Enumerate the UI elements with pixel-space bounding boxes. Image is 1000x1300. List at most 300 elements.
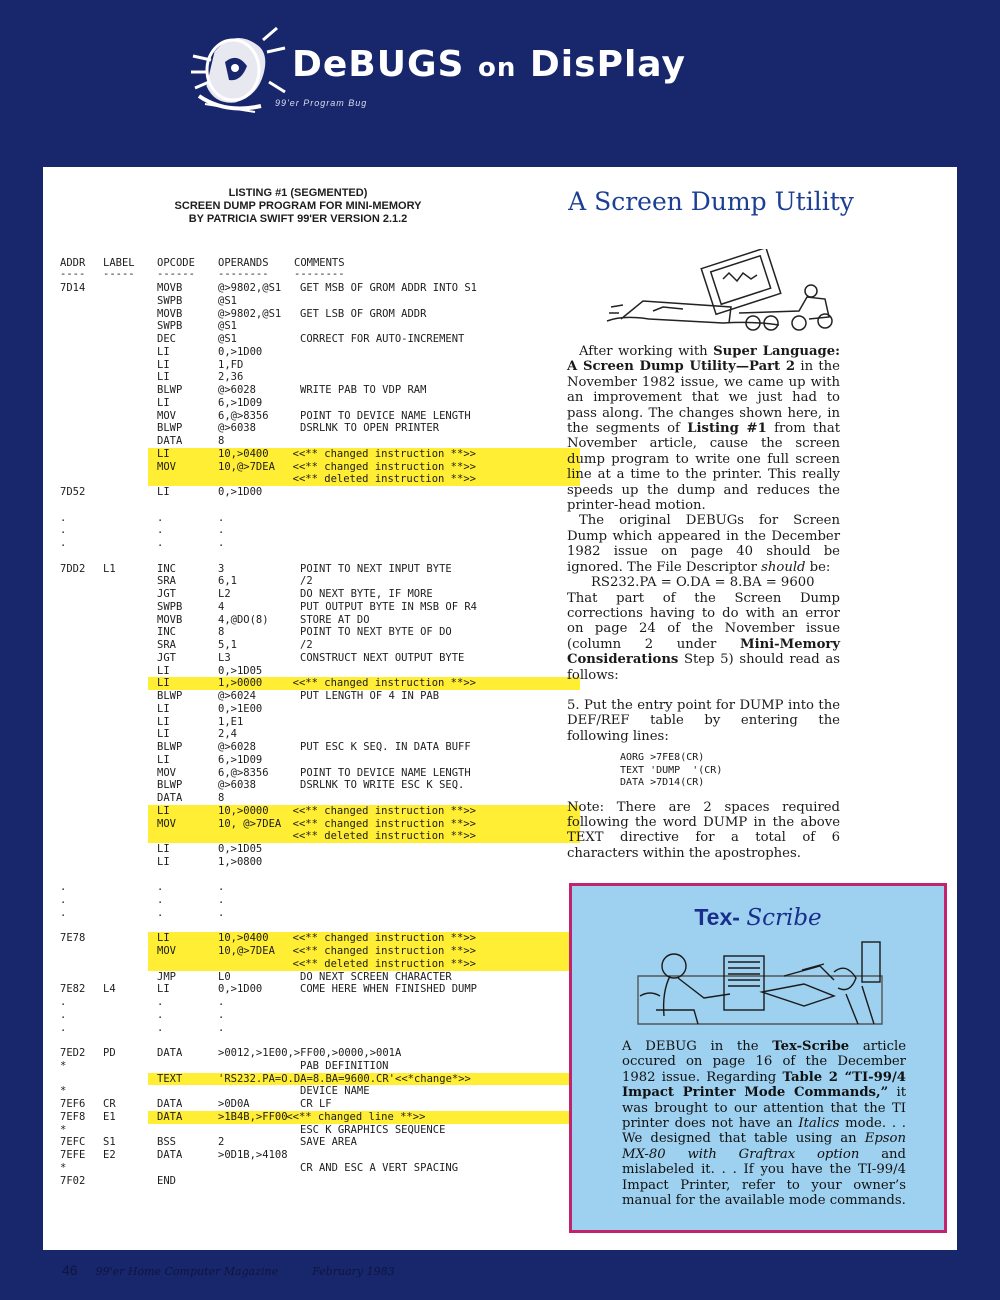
row-opcode: DATA: [157, 1149, 183, 1161]
row-operands: .: [218, 537, 225, 549]
listing-row: [60, 537, 580, 550]
listing-row-highlighted: [60, 473, 580, 486]
row-address: 7E78: [60, 932, 86, 945]
row-opcode: JGT: [157, 588, 176, 600]
listing-row: [60, 881, 580, 894]
listing-row: [60, 1009, 580, 1022]
listing-row: [60, 983, 580, 996]
row-address: .: [60, 906, 67, 919]
row-opcode: .: [157, 1008, 164, 1021]
listing-row: [60, 741, 580, 754]
row-operands: L0: [218, 970, 231, 983]
listing-row: [60, 1098, 580, 1111]
row-address: .: [60, 894, 67, 906]
column-header-opcode: OPCODE: [157, 257, 195, 269]
row-comment: <<** changed line **>>: [280, 1110, 426, 1123]
listing-row: [60, 1175, 580, 1188]
listing-row: [60, 971, 580, 984]
listing-row: [60, 754, 580, 767]
row-comment: <<** changed instruction **>>: [280, 677, 476, 690]
article-text: from that November article, cause the screen dump program to write one full screen line at a time to the printer. This really speeds up the dump and reduces the printer-head motion.: [567, 421, 840, 514]
listing-row: [60, 894, 580, 907]
row-comment: PUT ESC K SEQ. IN DATA BUFF: [300, 741, 471, 753]
dump-truck-illustration: [603, 249, 843, 339]
row-opcode: MOV: [157, 766, 176, 779]
row-operands: 0,>1D05: [218, 843, 263, 855]
code-listing: [60, 282, 580, 1187]
row-operands: @>6038: [218, 422, 256, 435]
row-address: 7DD2: [60, 562, 86, 575]
row-operands: 4,@DO(8): [218, 613, 269, 626]
texscribe-body: [622, 1039, 906, 1208]
row-opcode: MOV: [157, 460, 176, 473]
row-opcode: SWPB: [157, 600, 183, 613]
column-underline: ------: [157, 268, 195, 280]
listing-row: [60, 486, 580, 499]
listing-row: [60, 767, 580, 780]
article-text: That part of the Screen Dump corrections having to do with an error on page 24 of the November issue (column 2 under: [567, 590, 840, 652]
listing-row-highlighted: [60, 805, 580, 818]
row-address: .: [60, 1021, 67, 1034]
listing-row: [60, 563, 580, 576]
article-note: Note: There are 2 spaces required following the word DUMP in the above TEXT directive for a total of 6 characters within the apostrophes.: [567, 799, 840, 861]
row-opcode: BLWP: [157, 741, 183, 753]
row-operands: 2: [218, 1136, 225, 1149]
row-operands: @>9802,@S1: [218, 307, 282, 320]
row-opcode: .: [157, 881, 164, 894]
texscribe-text: mode. . . We designed that table using an: [622, 1116, 906, 1147]
article-paragraph: [567, 591, 840, 683]
listing-row: [60, 665, 580, 678]
typist-illustration: [634, 936, 886, 1028]
listing-title-line: LISTING #1 (SEGMENTED): [228, 187, 368, 199]
article-text: After working with: [579, 344, 714, 359]
listing-row: [60, 1022, 580, 1035]
row-address: 7ED2: [60, 1047, 86, 1059]
row-operands: 5,1: [218, 639, 237, 651]
row-opcode: INC: [157, 562, 176, 575]
row-operands: 6,1: [218, 575, 237, 588]
row-operands: 10,@>7DEA: [218, 460, 275, 473]
row-opcode: LI: [157, 753, 170, 766]
row-comment: DEVICE NAME: [300, 1085, 370, 1098]
row-operands: 8: [218, 626, 225, 639]
listing-row: [60, 282, 580, 295]
listing-row: [60, 1034, 580, 1047]
listing-title-line: SCREEN DUMP PROGRAM FOR MINI-MEMORY: [174, 200, 422, 212]
row-operands: 4: [218, 600, 225, 613]
row-comment: <<** deleted instruction **>>: [280, 830, 476, 843]
row-opcode: DATA: [157, 792, 183, 804]
row-address: 7E82: [60, 983, 86, 996]
masthead-title: [292, 44, 686, 85]
listing-row: [60, 295, 580, 308]
listing-row: [60, 703, 580, 716]
row-operands: @S1: [218, 294, 237, 307]
row-opcode: BLWP: [157, 690, 183, 702]
texscribe-emphasis: Italics: [798, 1116, 840, 1132]
listing-row-highlighted: [60, 677, 580, 690]
row-operands: >1B4B,>FF00: [218, 1110, 288, 1123]
row-opcode: .: [157, 511, 164, 524]
texscribe-sidebar: [569, 883, 947, 1233]
row-comment: PUT OUTPUT BYTE IN MSB OF R4: [300, 600, 478, 613]
listing-row: [60, 346, 580, 359]
row-operands: .: [218, 511, 225, 524]
row-comment: CR LF: [300, 1098, 332, 1110]
listing-title-line: BY PATRICIA SWIFT 99'ER VERSION 2.1.2: [188, 213, 408, 225]
row-operands: 10, @>7DEA: [218, 817, 282, 830]
page-footer: [62, 1262, 395, 1278]
row-comment: ESC K GRAPHICS SEQUENCE: [300, 1123, 446, 1136]
row-comment: POINT TO NEXT BYTE OF DO: [300, 626, 452, 639]
row-opcode: LI: [157, 447, 170, 460]
row-operands: 2,4: [218, 728, 237, 741]
row-operands: >0D0A: [218, 1098, 250, 1110]
column-header-comments: COMMENTS: [294, 257, 345, 269]
row-label: L4: [103, 983, 116, 996]
listing-row: [60, 410, 580, 423]
row-opcode: .: [157, 906, 164, 919]
listing-row: [60, 716, 580, 729]
row-opcode: .: [157, 996, 164, 1008]
article-text: in the November 1982 issue, we came up with an improvement that we just had to pass along. The changes shown here, in the segments of: [567, 359, 840, 437]
row-comment: COME HERE WHEN FINISHED DUMP: [300, 983, 478, 996]
row-opcode: DATA: [157, 435, 183, 447]
row-comment: POINT TO DEVICE NAME LENGTH: [300, 766, 471, 779]
column-underline: -----: [103, 268, 135, 280]
row-operands: .: [218, 906, 225, 919]
article-reference-listing: Listing #1: [687, 421, 767, 437]
row-opcode: MOVB: [157, 282, 183, 294]
row-operands: 6,@>8356: [218, 409, 269, 422]
texscribe-title-bold: Tex-: [694, 904, 740, 930]
row-operands: >0012,>1E00,>FF00,>0000,>001A: [218, 1047, 402, 1059]
row-address: .: [60, 881, 67, 894]
row-comment: DO NEXT SCREEN CHARACTER: [300, 970, 452, 983]
row-comment: <<** changed instruction **>>: [280, 817, 476, 830]
article-text: be:: [805, 559, 831, 575]
listing-row: [60, 333, 580, 346]
listing-row: [60, 512, 580, 525]
masthead-word-display: DisPlay: [529, 44, 686, 85]
row-operands: 1,>0000: [218, 677, 263, 690]
row-opcode: MOV: [157, 409, 176, 422]
row-opcode: LI: [157, 677, 170, 690]
row-opcode: BLWP: [157, 384, 183, 396]
listing-row: [60, 614, 580, 627]
article-text: The original DEBUGs for Screen Dump which appeared in the December 1982 issue on page 40 should be ignored. The File Descriptor: [567, 513, 840, 575]
texscribe-printer-name: Epson MX-80 with Graftrax option: [622, 1131, 906, 1162]
row-comment: SAVE AREA: [300, 1136, 357, 1149]
listing-row: [60, 384, 580, 397]
listing-row: [60, 422, 580, 435]
masthead-word-on: on: [478, 53, 517, 83]
row-operands: .: [218, 524, 225, 537]
row-operands: 6,@>8356: [218, 766, 269, 779]
row-address: 7D52: [60, 486, 86, 498]
row-operands: L2: [218, 588, 231, 600]
listing-row: [60, 1060, 580, 1073]
listing-title: [153, 187, 443, 226]
column-underline: ----: [60, 268, 86, 280]
row-operands: 0,>1D00: [218, 345, 263, 358]
row-comment: CORRECT FOR AUTO-INCREMENT: [300, 333, 465, 345]
row-opcode: .: [157, 537, 164, 549]
row-operands: 6,>1D09: [218, 396, 263, 409]
row-operands: L3: [218, 651, 231, 664]
row-operands: .: [218, 894, 225, 906]
row-label: L1: [103, 562, 116, 575]
row-address: *: [60, 1085, 67, 1098]
article-reference-section: Mini-Memory Considerations: [567, 636, 840, 668]
row-comment: GET MSB OF GROM ADDR INTO S1: [300, 282, 478, 294]
texscribe-title: [572, 904, 944, 931]
row-comment: DSRLNK TO WRITE ESC K SEQ.: [300, 779, 465, 792]
row-opcode: DATA: [157, 1047, 183, 1059]
row-opcode: JGT: [157, 651, 176, 664]
row-opcode: LI: [157, 345, 170, 358]
row-operands: @>6028: [218, 741, 256, 753]
row-comment: CONSTRUCT NEXT OUTPUT BYTE: [300, 651, 465, 664]
listing-row: [60, 779, 580, 792]
listing-row: [60, 601, 580, 614]
listing-row: [60, 869, 580, 882]
issue-date: February 1983: [312, 1265, 395, 1278]
row-opcode: LI: [157, 855, 170, 868]
article-emphasis: should: [761, 559, 806, 575]
row-operands: @S1: [218, 333, 237, 345]
row-comment: <<** changed instruction **>>: [280, 945, 476, 957]
texscribe-paragraph: [622, 1039, 906, 1208]
listing-row: [60, 524, 580, 537]
row-opcode: LI: [157, 728, 170, 741]
row-opcode: LI: [157, 371, 170, 384]
row-opcode: DEC: [157, 333, 176, 345]
row-opcode: BSS: [157, 1136, 176, 1149]
row-opcode: INC: [157, 626, 176, 639]
listing-row: [60, 792, 580, 805]
row-comment: POINT TO NEXT INPUT BYTE: [300, 562, 452, 575]
listing-row-highlighted: [60, 1073, 580, 1086]
page-number: 46: [62, 1262, 78, 1278]
listing-row: [60, 639, 580, 652]
listing-row: [60, 550, 580, 563]
listing-row: [60, 320, 580, 333]
row-comment: PUT LENGTH OF 4 IN PAB: [300, 690, 440, 702]
article-text: Step 5) should read as follows:: [567, 652, 840, 683]
row-opcode: BLWP: [157, 422, 183, 435]
row-operands: @>6038: [218, 779, 256, 792]
row-comment: <<** changed instruction **>>: [280, 460, 476, 473]
row-address: 7EF8: [60, 1110, 86, 1123]
column-underline: --------: [294, 268, 345, 280]
column-header-addr: ADDR: [60, 257, 86, 269]
row-operands: 10,>0000: [218, 804, 269, 817]
row-operands: @S1: [218, 320, 237, 333]
row-opcode: END: [157, 1174, 176, 1187]
listing-row: [60, 397, 580, 410]
row-operands: 0,>1D00: [218, 486, 263, 498]
row-operands: >0D1B,>4108: [218, 1149, 288, 1161]
row-label: E2: [103, 1149, 116, 1161]
row-comment: STORE AT DO: [300, 613, 370, 626]
row-opcode: SRA: [157, 639, 176, 651]
row-operands: @>6024: [218, 690, 256, 702]
row-comment: PAB DEFINITION: [300, 1059, 389, 1072]
row-opcode: DATA: [157, 1098, 183, 1110]
listing-row-highlighted: [60, 1111, 580, 1124]
row-opcode: BLWP: [157, 779, 183, 792]
texscribe-text: it was brought to our attention that the TI printer does not have an: [622, 1085, 906, 1132]
listing-row: [60, 359, 580, 372]
row-opcode: .: [157, 894, 164, 906]
row-label: PD: [103, 1047, 116, 1059]
row-opcode: LI: [157, 358, 170, 371]
row-opcode: .: [157, 524, 164, 537]
row-opcode: .: [157, 1021, 164, 1034]
row-opcode: DATA: [157, 1110, 183, 1123]
row-comment: POINT TO DEVICE NAME LENGTH: [300, 409, 471, 422]
row-comment: DSRLNK TO OPEN PRINTER: [300, 422, 440, 435]
row-comment: WRITE PAB TO VDP RAM: [300, 384, 427, 396]
row-operands: .: [218, 996, 225, 1008]
row-opcode: MOV: [157, 945, 176, 957]
listing-row: [60, 1047, 580, 1060]
row-operands: 8: [218, 792, 225, 804]
column-header-operands: OPERANDS: [218, 257, 269, 269]
texscribe-text: article occured on page 16 of the December 1982 issue. Regarding: [622, 1039, 906, 1085]
listing-row-highlighted: [60, 945, 580, 958]
page-panel: [43, 167, 957, 1250]
row-opcode: SWPB: [157, 320, 183, 333]
row-opcode: LI: [157, 983, 170, 996]
listing-row: [60, 1162, 580, 1175]
listing-row: [60, 626, 580, 639]
row-address: .: [60, 996, 67, 1008]
row-operands: .: [218, 1021, 225, 1034]
row-opcode: LI: [157, 396, 170, 409]
row-address: 7EF6: [60, 1098, 86, 1110]
article-paragraph: [567, 344, 840, 513]
row-comment: <<** changed instruction **>>: [280, 447, 476, 460]
row-address: 7EFC: [60, 1136, 86, 1149]
listing-row-highlighted: [60, 830, 580, 843]
listing-row: [60, 996, 580, 1009]
listing-row: [60, 920, 580, 933]
texscribe-title-script: Scribe: [746, 905, 822, 931]
listing-row-highlighted: [60, 958, 580, 971]
row-opcode: SWPB: [157, 294, 183, 307]
row-operands: 10,>0400: [218, 447, 269, 460]
row-operands: 1,>0800: [218, 855, 263, 868]
article-step: 5. Put the entry point for DUMP into the DEF/REF table by entering the following lines:: [567, 697, 840, 744]
row-operands: 6,>1D09: [218, 753, 263, 766]
row-opcode: SRA: [157, 575, 176, 588]
row-label: S1: [103, 1136, 116, 1149]
row-comment: <<** deleted instruction **>>: [280, 957, 476, 970]
row-operands: 1,E1: [218, 715, 244, 728]
listing-row: [60, 308, 580, 321]
row-address: .: [60, 1008, 67, 1021]
row-opcode: LI: [157, 932, 170, 945]
row-comment: GET LSB OF GROM ADDR: [300, 307, 427, 320]
row-address: *: [60, 1059, 67, 1072]
row-operands: 0,>1D00: [218, 983, 263, 996]
texscribe-text: and mislabeled it. . . If you have the TI-99/4 Impact Printer, refer to your owner’s manual for the available mode commands.: [622, 1146, 906, 1209]
row-comment: CR AND ESC A VERT SPACING: [300, 1161, 459, 1174]
row-opcode: LI: [157, 664, 170, 677]
row-opcode: TEXT: [157, 1072, 183, 1085]
row-operands: .: [218, 881, 225, 894]
row-opcode: LI: [157, 702, 170, 715]
row-operands: 10,@>7DEA: [218, 945, 275, 957]
listing-row: [60, 371, 580, 384]
row-operands: 3: [218, 562, 225, 575]
listing-row: [60, 588, 580, 601]
article-code-block: AORG >7FE8(CR) TEXT 'DUMP '(CR) DATA >7D14(CR): [620, 752, 723, 789]
row-operands: 0,>1D05: [218, 664, 263, 677]
row-label: CR: [103, 1098, 116, 1110]
listing-row: [60, 1124, 580, 1137]
row-comment: /2: [300, 639, 313, 651]
row-opcode: JMP: [157, 970, 176, 983]
row-address: 7D14: [60, 282, 86, 294]
listing-row: [60, 499, 580, 512]
row-opcode: LI: [157, 804, 170, 817]
row-opcode: LI: [157, 486, 170, 498]
listing-row: [60, 728, 580, 741]
texscribe-article-name: Tex-Scribe: [772, 1039, 850, 1054]
column-header-label: LABEL: [103, 257, 135, 269]
row-comment: <<** deleted instruction **>>: [280, 473, 476, 486]
row-opcode: MOVB: [157, 613, 183, 626]
row-comment: <<** changed instruction **>>: [280, 932, 476, 945]
row-comment: <<** changed instruction **>>: [280, 804, 476, 817]
listing-row: [60, 1149, 580, 1162]
listing-row: [60, 843, 580, 856]
listing-row: [60, 575, 580, 588]
listing-row: [60, 1085, 580, 1098]
magazine-name: 99'er Home Computer Magazine: [95, 1265, 279, 1278]
row-comment: /2: [300, 575, 313, 588]
row-address: .: [60, 524, 67, 537]
row-address: 7EFE: [60, 1149, 86, 1161]
row-opcode: MOV: [157, 817, 176, 830]
row-label: E1: [103, 1110, 116, 1123]
row-address: .: [60, 511, 67, 524]
masthead-word-debugs: DeBUGS: [292, 44, 465, 85]
row-comment: DO NEXT BYTE, IF MORE: [300, 588, 433, 600]
listing-row-highlighted: [60, 461, 580, 474]
row-opcode: MOVB: [157, 307, 183, 320]
listing-row: [60, 856, 580, 869]
row-opcode: LI: [157, 715, 170, 728]
listing-row: [60, 1136, 580, 1149]
texscribe-table-name: Table 2 “TI-99/4 Impact Printer Mode Commands,”: [622, 1069, 906, 1101]
row-address: 7F02: [60, 1174, 86, 1187]
article-title: A Screen Dump Utility: [568, 187, 854, 216]
row-operands: .: [218, 1008, 225, 1021]
listing-row: [60, 652, 580, 665]
row-operands: 8: [218, 435, 225, 447]
masthead-tagline: 99'er Program Bug: [275, 98, 368, 108]
listing-row: [60, 435, 580, 448]
article-paragraph: [567, 513, 840, 575]
row-address: *: [60, 1123, 67, 1136]
row-operands: @>9802,@S1: [218, 282, 282, 294]
row-operands: 1,FD: [218, 358, 244, 371]
